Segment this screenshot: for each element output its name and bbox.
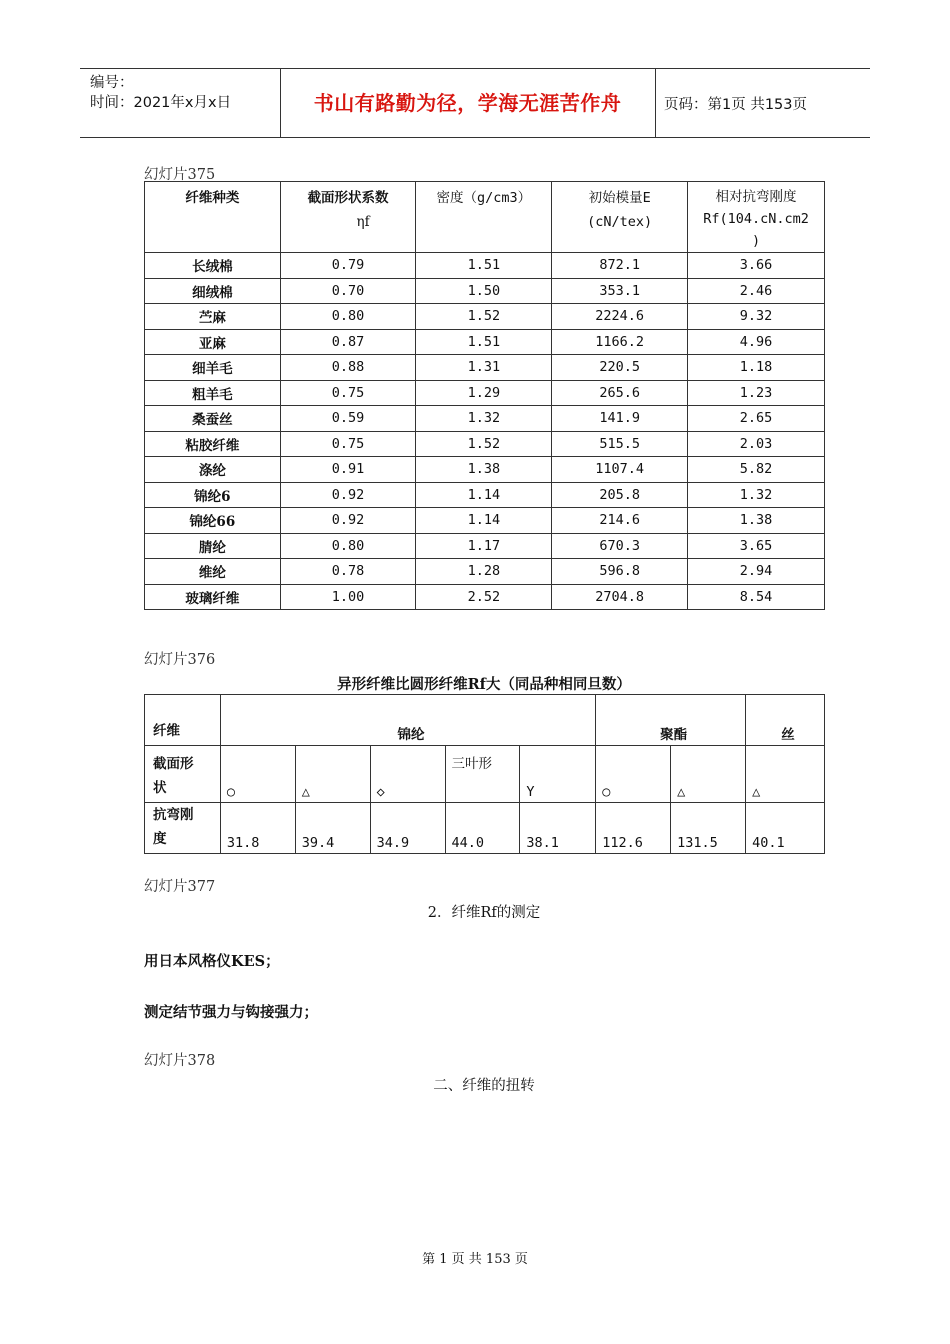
header-text: 初始模量E — [588, 190, 651, 206]
table-cell: 3.66 — [688, 253, 825, 279]
fiber-name-cell: 玻璃纤维 — [145, 584, 281, 610]
table-row — [145, 695, 825, 746]
table-row — [145, 329, 825, 355]
table-cell: 0.75 — [280, 431, 416, 457]
rigidity-value-cell: 38.1 — [520, 803, 596, 854]
rigidity-value-cell: 31.8 — [220, 803, 295, 854]
table-cell: 1.28 — [416, 559, 552, 585]
table-cell: 1.32 — [688, 482, 825, 508]
fiber-properties-table — [144, 181, 825, 610]
shape-cell: △ — [671, 746, 746, 803]
table-row — [145, 803, 825, 854]
table-cell: 1.38 — [416, 457, 552, 483]
table-cell: 2.65 — [688, 406, 825, 432]
group-silk: 丝 — [746, 695, 825, 746]
table-cell: 0.80 — [280, 533, 416, 559]
shape-cell: ◇ — [370, 746, 445, 803]
table-cell: 353.1 — [552, 278, 688, 304]
table-cell: 670.3 — [552, 533, 688, 559]
body-line: 用日本风格仪KES； — [144, 953, 280, 970]
table-row — [145, 380, 825, 406]
table-row — [145, 406, 825, 432]
fiber-name-cell: 桑蚕丝 — [145, 406, 281, 432]
table-cell: 220.5 — [552, 355, 688, 381]
table-row — [145, 278, 825, 304]
table-cell: 0.91 — [280, 457, 416, 483]
header-number: 编号： — [90, 75, 134, 91]
table-cell: 141.9 — [552, 406, 688, 432]
table-cell: 0.70 — [280, 278, 416, 304]
slide-label-377: 幻灯片377 — [144, 879, 216, 895]
label-text: 状 — [153, 780, 167, 796]
header-meta — [90, 73, 231, 113]
header-text: ) — [751, 233, 761, 249]
table-cell: 4.96 — [688, 329, 825, 355]
shape-cell: △ — [295, 746, 370, 803]
label-text: 截面形 — [153, 756, 194, 772]
table-cell: 9.32 — [688, 304, 825, 330]
table-cell: 3.65 — [688, 533, 825, 559]
header-density — [416, 182, 552, 253]
table-cell: 5.82 — [688, 457, 825, 483]
table-cell: 872.1 — [552, 253, 688, 279]
slide-label-378: 幻灯片378 — [144, 1053, 216, 1069]
table-cell: 1.18 — [688, 355, 825, 381]
body-line: 测定结节强力与钩接强力； — [144, 1004, 318, 1021]
table-row — [145, 253, 825, 279]
table-row — [145, 559, 825, 585]
fiber-name-cell: 锦纶6 — [145, 482, 281, 508]
table-cell: 1.52 — [416, 431, 552, 457]
fiber-name-cell: 腈纶 — [145, 533, 281, 559]
table-cell: 596.8 — [552, 559, 688, 585]
shape-cell: Y — [520, 746, 596, 803]
fiber-name-cell: 维纶 — [145, 559, 281, 585]
table-cell: 0.92 — [280, 508, 416, 534]
shape-cell: △ — [746, 746, 825, 803]
table-header-row — [145, 182, 825, 253]
group-nylon: 锦纶 — [220, 695, 595, 746]
table-cell: 1.23 — [688, 380, 825, 406]
table-cell: 205.8 — [552, 482, 688, 508]
label-text: 度 — [153, 831, 167, 847]
table-cell: 1.51 — [416, 329, 552, 355]
table-cell: 0.79 — [280, 253, 416, 279]
fiber-label-cell: 纤维 — [145, 695, 221, 746]
header-motto: 书山有路勤为径，学海无涯苦作舟 — [313, 91, 622, 115]
slide-label-375: 幻灯片375 — [144, 167, 216, 183]
rigidity-value-cell: 112.6 — [596, 803, 671, 854]
table-cell: 0.75 — [280, 380, 416, 406]
shape-cell: ○ — [220, 746, 295, 803]
table-cell: 2224.6 — [552, 304, 688, 330]
group-polyester: 聚酯 — [596, 695, 746, 746]
rigidity-value-cell: 34.9 — [370, 803, 445, 854]
table-cell: 0.59 — [280, 406, 416, 432]
table-cell: 265.6 — [552, 380, 688, 406]
fiber-name-cell: 细绒棉 — [145, 278, 281, 304]
table-cell: 1.29 — [416, 380, 552, 406]
table-row — [145, 584, 825, 610]
table-cell: 0.87 — [280, 329, 416, 355]
rigidity-label-cell — [145, 803, 221, 854]
table-cell: 2.52 — [416, 584, 552, 610]
table-cell: 1.17 — [416, 533, 552, 559]
fiber-name-cell: 锦纶66 — [145, 508, 281, 534]
header-shape-coefficient — [280, 182, 416, 253]
table-row — [145, 508, 825, 534]
rigidity-value-cell: 40.1 — [746, 803, 825, 854]
label-text: 抗弯刚 — [153, 807, 194, 823]
table-cell: 2.03 — [688, 431, 825, 457]
table-row — [145, 482, 825, 508]
shape-cell: 三叶形 — [445, 746, 520, 803]
shape-cell: ○ — [596, 746, 671, 803]
table-cell: 2704.8 — [552, 584, 688, 610]
table-cell: 1.31 — [416, 355, 552, 381]
rigidity-value-cell: 131.5 — [671, 803, 746, 854]
table-cell: 0.88 — [280, 355, 416, 381]
header-text: Rf(104.cN.cm2 — [703, 211, 809, 227]
header-text: 纤维种类 — [185, 190, 240, 206]
fiber-name-cell: 粗羊毛 — [145, 380, 281, 406]
header-page-number: 页码：第1页 共153页 — [664, 97, 808, 113]
table-cell: 1.52 — [416, 304, 552, 330]
fiber-name-cell: 涤纶 — [145, 457, 281, 483]
header-text: (cN/tex) — [587, 214, 653, 230]
table-cell: 1.38 — [688, 508, 825, 534]
rigidity-value-cell: 44.0 — [445, 803, 520, 854]
shape-label-cell — [145, 746, 221, 803]
shaped-fiber-rigidity-table — [144, 694, 825, 854]
table-cell: 1107.4 — [552, 457, 688, 483]
header-relative-bending-rigidity — [688, 182, 825, 253]
header-text: ηf — [356, 214, 370, 230]
header-text: 截面形状系数 — [307, 190, 389, 206]
table-row — [145, 355, 825, 381]
document-header — [80, 68, 870, 138]
table-cell: 515.5 — [552, 431, 688, 457]
fiber-name-cell: 苎麻 — [145, 304, 281, 330]
table-row — [145, 457, 825, 483]
header-time: 时间：2021年x月x日 — [90, 95, 232, 111]
table-cell: 1.14 — [416, 508, 552, 534]
table-cell: 1.00 — [280, 584, 416, 610]
table-cell: 2.94 — [688, 559, 825, 585]
fiber-name-cell: 细羊毛 — [145, 355, 281, 381]
header-text: 密度（g/cm3） — [436, 190, 532, 206]
table-cell: 1.50 — [416, 278, 552, 304]
table-cell: 8.54 — [688, 584, 825, 610]
table-cell: 0.80 — [280, 304, 416, 330]
table-row — [145, 746, 825, 803]
table-row — [145, 431, 825, 457]
table-cell: 1166.2 — [552, 329, 688, 355]
table-row — [145, 304, 825, 330]
header-text: 相对抗弯刚度 — [715, 189, 797, 205]
table-cell: 214.6 — [552, 508, 688, 534]
table-cell: 1.14 — [416, 482, 552, 508]
fiber-name-cell: 粘胶纤维 — [145, 431, 281, 457]
section-heading-fiber-torsion: 二、纤维的扭转 — [433, 1078, 535, 1094]
section-heading-rf-measurement: 2．纤维Rf的测定 — [427, 905, 541, 921]
table-cell: 1.51 — [416, 253, 552, 279]
header-fiber-type — [145, 182, 281, 253]
table-cell: 0.92 — [280, 482, 416, 508]
table-cell: 0.78 — [280, 559, 416, 585]
table-cell: 2.46 — [688, 278, 825, 304]
table-row — [145, 533, 825, 559]
table-cell: 1.32 — [416, 406, 552, 432]
rigidity-table-title: 异形纤维比圆形纤维Rf大（同品种相同旦数） — [337, 676, 631, 693]
rigidity-value-cell: 39.4 — [295, 803, 370, 854]
slide-label-376: 幻灯片376 — [144, 652, 216, 668]
header-initial-modulus — [552, 182, 688, 253]
header-divider — [655, 69, 656, 137]
page-footer: 第 1 页 共 153 页 — [422, 1252, 528, 1267]
fiber-name-cell: 亚麻 — [145, 329, 281, 355]
fiber-name-cell: 长绒棉 — [145, 253, 281, 279]
